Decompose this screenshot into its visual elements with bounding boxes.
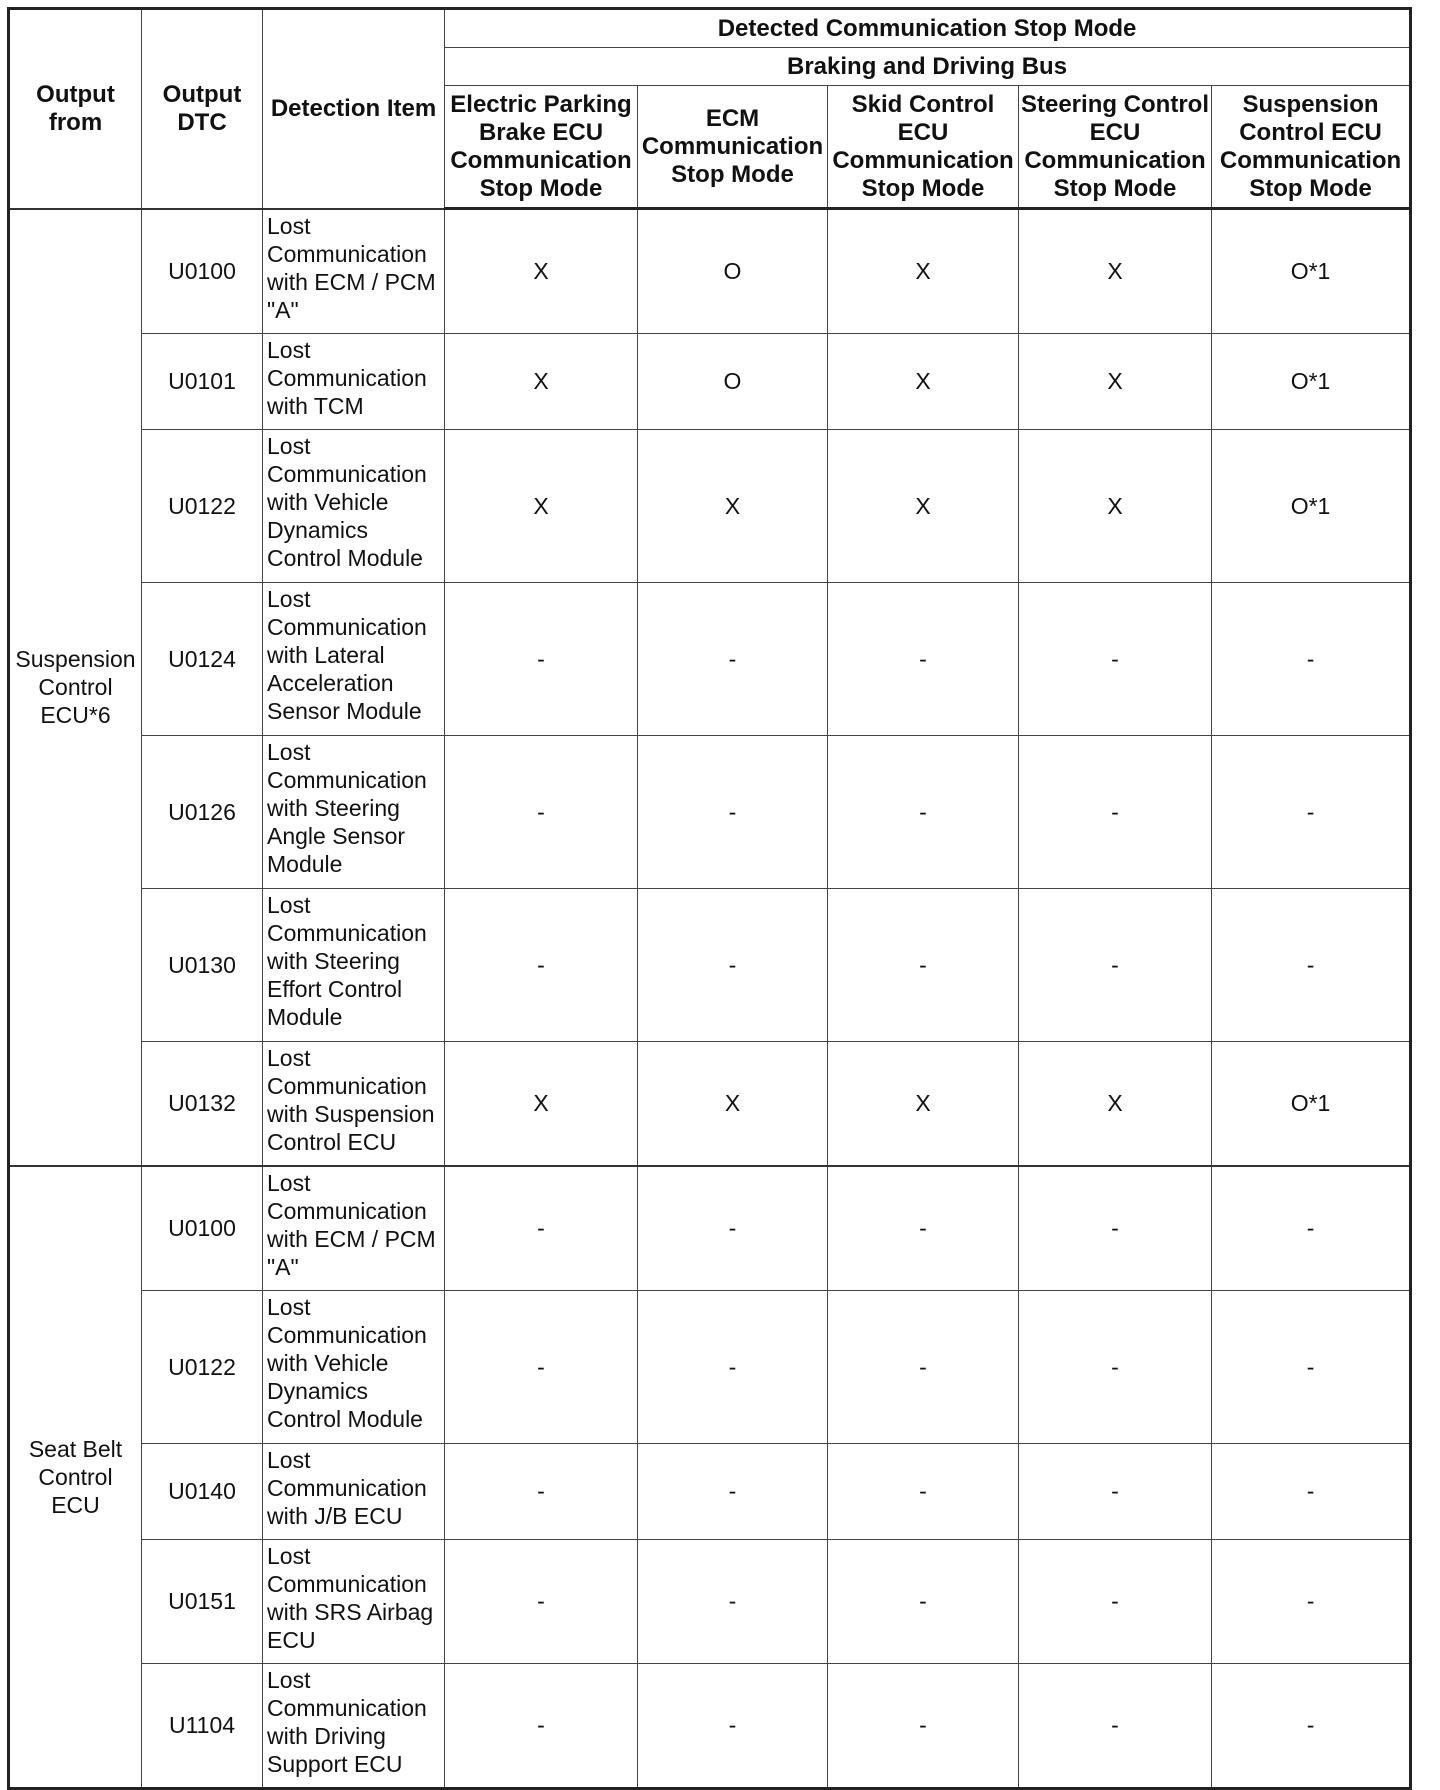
- mode-value: -: [638, 888, 828, 1041]
- mode-value: -: [445, 735, 638, 888]
- mode-value: O: [638, 333, 828, 429]
- mode-value: -: [445, 1539, 638, 1663]
- mode-value: X: [445, 209, 638, 334]
- mode-value: -: [638, 1663, 828, 1788]
- mode-value: -: [1212, 1443, 1411, 1539]
- mode-value: -: [638, 735, 828, 888]
- mode-value: -: [638, 1166, 828, 1291]
- header-mode-steering: Steering Control ECU Communication Stop Mode: [1019, 86, 1212, 209]
- mode-value: X: [1019, 429, 1212, 582]
- mode-value: X: [1019, 333, 1212, 429]
- header-bus: Braking and Driving Bus: [445, 48, 1411, 86]
- mode-value: -: [828, 1290, 1019, 1443]
- dtc-code: U0122: [142, 1290, 263, 1443]
- mode-value: -: [1019, 1663, 1212, 1788]
- mode-value: O*1: [1212, 209, 1411, 334]
- mode-value: X: [445, 333, 638, 429]
- mode-value: -: [828, 582, 1019, 735]
- mode-value: -: [638, 1443, 828, 1539]
- detection-item: Lost Communication with Vehicle Dynamics Control Module: [263, 429, 445, 582]
- dtc-code: U0140: [142, 1443, 263, 1539]
- group-output-from: Suspension Control ECU*6: [9, 209, 142, 1166]
- mode-value: -: [1212, 735, 1411, 888]
- mode-value: X: [828, 429, 1019, 582]
- dtc-code: U1104: [142, 1663, 263, 1788]
- detection-item: Lost Communication with Lateral Acceleration Sensor Module: [263, 582, 445, 735]
- mode-value: -: [1019, 1290, 1212, 1443]
- dtc-code: U0151: [142, 1539, 263, 1663]
- mode-value: -: [828, 1539, 1019, 1663]
- mode-value: -: [828, 1166, 1019, 1291]
- mode-value: -: [445, 1290, 638, 1443]
- mode-value: O*1: [1212, 429, 1411, 582]
- mode-value: O*1: [1212, 333, 1411, 429]
- dtc-code: U0100: [142, 1166, 263, 1291]
- mode-value: X: [828, 1041, 1019, 1166]
- header-mode-skid: Skid Control ECU Communication Stop Mode: [828, 86, 1019, 209]
- mode-value: -: [1212, 1663, 1411, 1788]
- detection-item: Lost Communication with ECM / PCM "A": [263, 209, 445, 334]
- mode-value: -: [1019, 888, 1212, 1041]
- mode-value: -: [445, 888, 638, 1041]
- mode-value: -: [828, 1663, 1019, 1788]
- mode-value: X: [1019, 1041, 1212, 1166]
- dtc-communication-stop-table: [7, 7, 1412, 1790]
- detection-item: Lost Communication with Steering Effort Control Module: [263, 888, 445, 1041]
- mode-value: -: [1212, 1290, 1411, 1443]
- mode-value: O: [638, 209, 828, 334]
- header-mode-epb: Electric Parking Brake ECU Communication Stop Mode: [445, 86, 638, 209]
- mode-value: -: [638, 582, 828, 735]
- detection-item: Lost Communication with TCM: [263, 333, 445, 429]
- detection-item: Lost Communication with Vehicle Dynamics Control Module: [263, 1290, 445, 1443]
- header-mode-ecm: ECM Communication Stop Mode: [638, 86, 828, 209]
- detection-item: Lost Communication with ECM / PCM "A": [263, 1166, 445, 1291]
- mode-value: X: [828, 333, 1019, 429]
- mode-value: -: [1019, 1539, 1212, 1663]
- mode-value: -: [1212, 1539, 1411, 1663]
- mode-value: X: [445, 1041, 638, 1166]
- mode-value: -: [1212, 1166, 1411, 1291]
- mode-value: -: [1019, 1443, 1212, 1539]
- dtc-code: U0124: [142, 582, 263, 735]
- mode-value: -: [1212, 888, 1411, 1041]
- mode-value: -: [1019, 582, 1212, 735]
- detection-item: Lost Communication with J/B ECU: [263, 1443, 445, 1539]
- mode-value: X: [638, 429, 828, 582]
- mode-value: -: [445, 1443, 638, 1539]
- mode-value: -: [638, 1539, 828, 1663]
- mode-value: -: [828, 735, 1019, 888]
- mode-value: -: [1019, 735, 1212, 888]
- dtc-code: U0122: [142, 429, 263, 582]
- mode-value: X: [638, 1041, 828, 1166]
- detection-item: Lost Communication with Steering Angle Sensor Module: [263, 735, 445, 888]
- mode-value: -: [445, 1663, 638, 1788]
- detection-item: Lost Communication with Driving Support ECU: [263, 1663, 445, 1788]
- mode-value: -: [1019, 1166, 1212, 1291]
- mode-value: -: [828, 888, 1019, 1041]
- mode-value: -: [828, 1443, 1019, 1539]
- mode-value: -: [445, 582, 638, 735]
- header-detection-item: Detection Item: [263, 9, 445, 209]
- mode-value: -: [638, 1290, 828, 1443]
- detection-item: Lost Communication with SRS Airbag ECU: [263, 1539, 445, 1663]
- dtc-code: U0132: [142, 1041, 263, 1166]
- mode-value: O*1: [1212, 1041, 1411, 1166]
- detection-item: Lost Communication with Suspension Control ECU: [263, 1041, 445, 1166]
- mode-value: X: [1019, 209, 1212, 334]
- dtc-code: U0100: [142, 209, 263, 334]
- mode-value: -: [445, 1166, 638, 1291]
- header-output-from: Output from: [9, 9, 142, 209]
- dtc-code: U0130: [142, 888, 263, 1041]
- header-detected-mode: Detected Communication Stop Mode: [445, 9, 1411, 48]
- mode-value: X: [445, 429, 638, 582]
- group-output-from: Seat Belt Control ECU: [9, 1166, 142, 1789]
- mode-value: X: [828, 209, 1019, 334]
- dtc-code: U0126: [142, 735, 263, 888]
- header-mode-suspension: Suspension Control ECU Communication Stop Mode: [1212, 86, 1411, 209]
- dtc-code: U0101: [142, 333, 263, 429]
- mode-value: -: [1212, 582, 1411, 735]
- header-output-dtc: Output DTC: [142, 9, 263, 209]
